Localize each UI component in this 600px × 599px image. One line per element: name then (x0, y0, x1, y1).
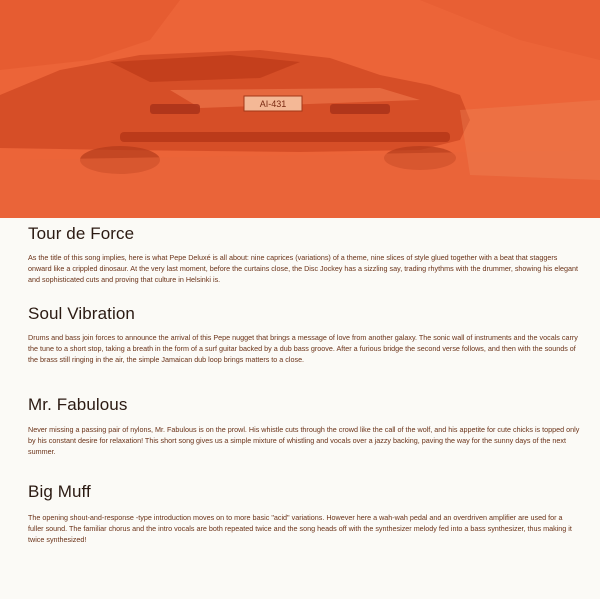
section-body-big-muff: The opening shout-and-response -type introduction moves on to more basic "acid" variations. However here a wah-wah pedal and an overdriven amplifier are used for a fuller sound. The familiar chorus and the intro vocals are both repeated twice and the song heads off with the synthesizer melody fed into a bass synthesizer, thus making it twice synthesized! (28, 513, 572, 545)
section-body-tour-de-force: As the title of this song implies, here is what Pepe Deluxé is all about: nine caprices (variations) of a theme, nine slices of style glued together with a beat that staggers onward like a crippled dinosaur. At the very last moment, before the curtains close, the Disc Jockey has a sizzling say, trading rhythms with the drummer, showing his elegant and sophisticated cuts and proving that culture in Helsinki is. (28, 253, 578, 285)
header-photo-banner (0, 0, 600, 218)
license-plate-text: AI-431 (259, 99, 287, 109)
section-title-tour-de-force: Tour de Force (28, 224, 135, 243)
section-title-mr-fabulous: Mr. Fabulous (28, 395, 128, 414)
section-body-mr-fabulous: Never missing a passing pair of nylons, Mr. Fabulous is on the prowl. His whistle cuts through the crowd like the call of the wolf, and his appetite for cute chicks is topped only by his constant desire for relaxation! This short song gives us a simple mixture of whistling and vocals over a jazzy backing, paving the way for the sunny days of the next summer. (28, 425, 580, 457)
section-title-soul-vibration: Soul Vibration (28, 304, 135, 323)
section-title-big-muff: Big Muff (28, 482, 91, 501)
car-photo-illustration (0, 0, 600, 218)
section-body-soul-vibration: Drums and bass join forces to announce the arrival of this Pepe nugget that brings a message of love from another galaxy. The sonic wall of instruments and the vocals carry the tune to a short stop, taking a breath in the form of a surf guitar backed by a dub bass groove. After a furious bridge the second verse follows, and then with the sounds of the brass still ringing in the air, the simple Jamaican dub loop brings matters to a close. (28, 333, 578, 365)
